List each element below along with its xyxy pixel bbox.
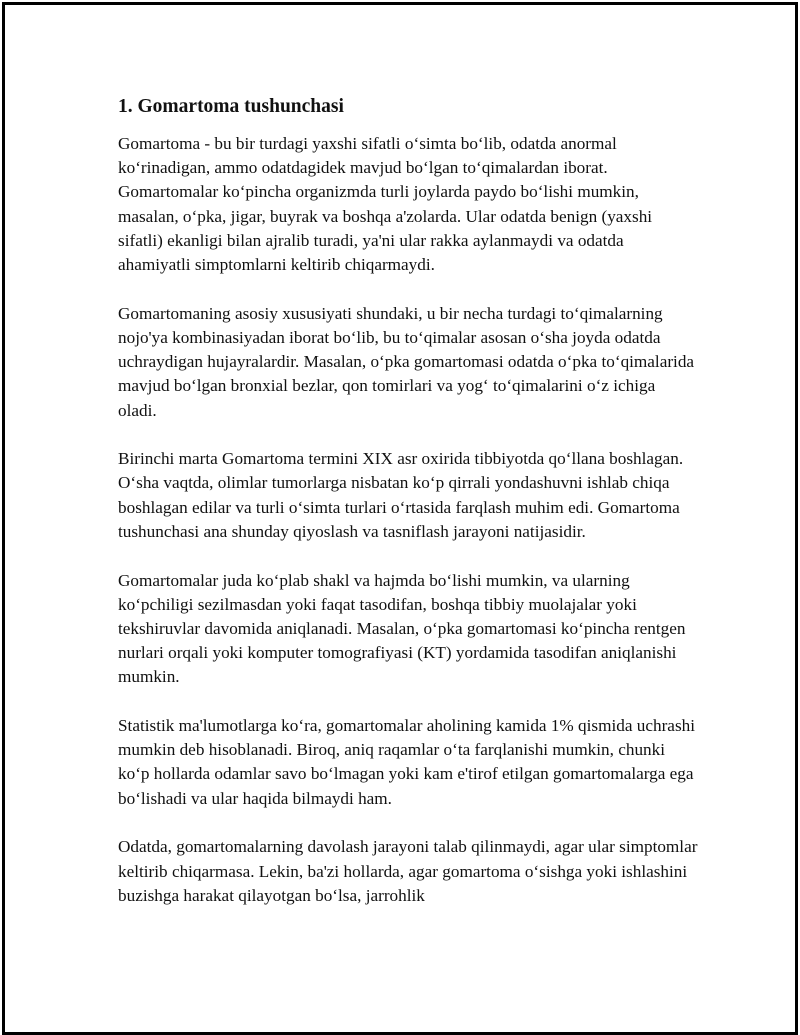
paragraph-5: Statistik ma'lumotlarga ko‘ra, gomartomalar aholining kamida 1% qismida uchrashi mumkin deb hisoblanadi. Biroq, aniq raqamlar o‘ta farqlanishi mumkin, chunki ko‘p hollarda odamlar savo bo‘lmagan yoki kam e'tirof etilgan gomartomalarga ega bo‘lishadi va ular haqida bilmaydi ham. bbox=[118, 716, 695, 808]
paragraph-4: Gomartomalar juda ko‘plab shakl va hajmda bo‘lishi mumkin, va ularning ko‘pchiligi sezilmasdan yoki faqat tasodifan, boshqa tibbiy muolajalar yoki tekshiruvlar davomida aniqlanadi. Masalan, o‘pka gomartomasi ko‘pincha rentgen nurlari orqali yoki komputer tomografiyasi (KT) yordamida tasodifan aniqlanishi mumkin. bbox=[118, 570, 686, 687]
paragraph-2: Gomartomaning asosiy xususiyati shundaki, u bir necha turdagi to‘qimalarning nojo'ya kombinasiyadan iborat bo‘lib, bu to‘qimalar asosan o‘sha joyda odatda uchraydigan hujayralardir. Masalan, o‘pka gomartomasi odatda o‘pka to‘qimalarida mavjud bo‘lgan bronxial bezlar, qon tomirlari va yog‘ to‘qimalarini o‘z ichiga oladi. bbox=[118, 303, 695, 420]
document-body bbox=[118, 94, 698, 932]
paragraph-1: Gomartoma - bu bir turdagi yaxshi sifatli o‘simta bo‘lib, odatda anormal ko‘rinadigan, ammo odatdagidek mavjud bo‘lgan to‘qimalardan iborat. Gomartomalar ko‘pincha organizmda turli joylarda paydo bo‘lishi mumkin, masalan, o‘pka, jigar, buyrak va boshqa a'zolarda. Ular odatda benign (yaxshi sifatli) ekanligi bilan ajralib turadi, ya'ni ular rakka aylanmaydi va odatda ahamiyatli simptomlarni keltirib chiqarmaydi. bbox=[118, 134, 653, 275]
paragraph-3: Birinchi marta Gomartoma termini XIX asr oxirida tibbiyotda qo‘llana boshlagan. O‘sha vaqtda, olimlar tumorlarga nisbatan ko‘p qirrali yondashuvni ishlab chiqa boshlagan edilar va turli o‘simta turlari o‘rtasida farqlash muhim edi. Gomartoma tushunchasi ana shunday qiyoslash va tasniflash jarayoni natijasidir. bbox=[118, 449, 684, 541]
paragraph-6: Odatda, gomartomalarning davolash jarayoni talab qilinmaydi, agar ular simptomlar keltirib chiqarmasa. Lekin, ba'zi hollarda, agar gomartoma o‘sishga yoki ishlashini buzishga harakat qilayotgan bo‘lsa, jarrohlik bbox=[118, 837, 698, 905]
section-heading: 1. Gomartoma tushunchasi bbox=[118, 96, 344, 117]
